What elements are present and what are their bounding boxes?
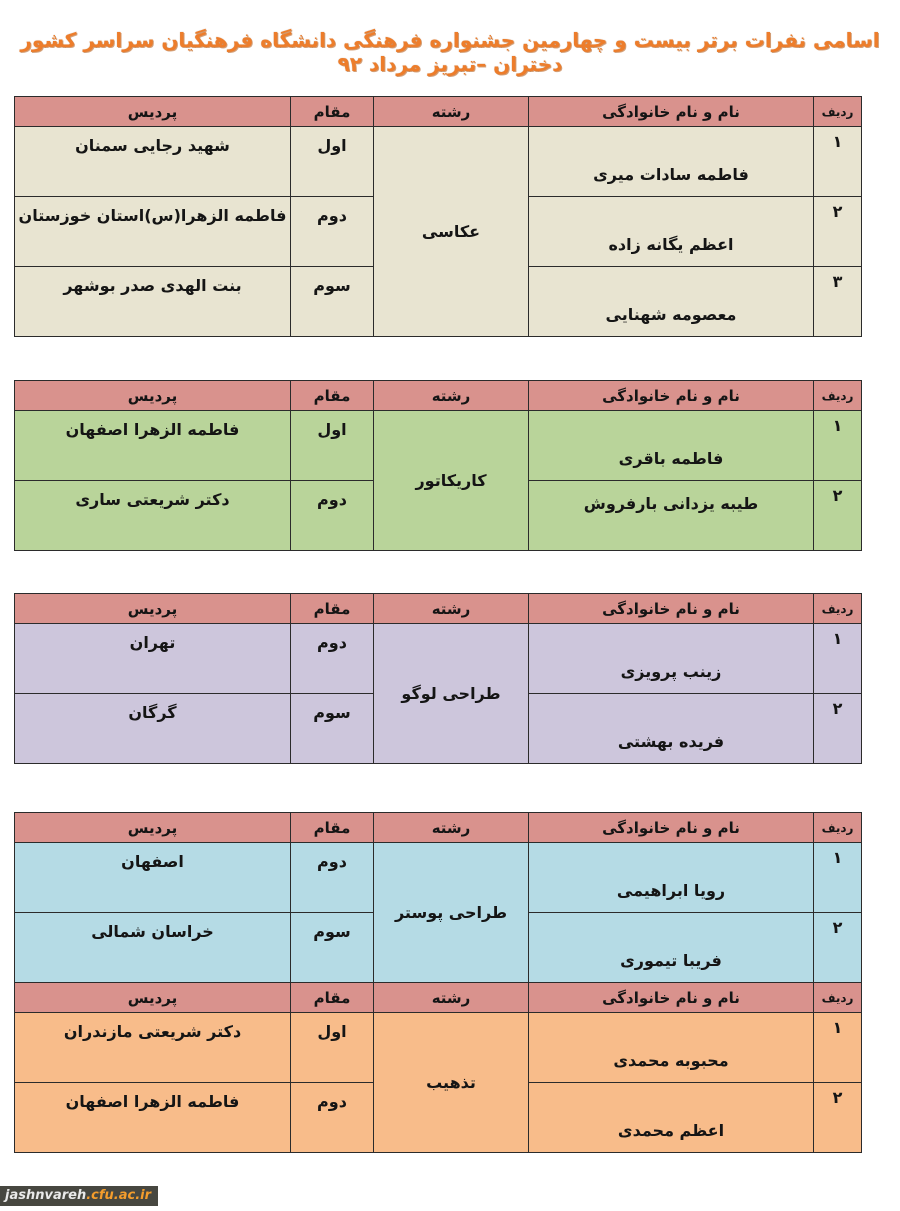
- table-row: [15, 127, 862, 197]
- column-header-name: نام و نام خانوادگی: [529, 813, 814, 843]
- campus-cell: شهید رجایی سمنان: [15, 127, 291, 197]
- campus-cell: بنت الهدی صدر بوشهر: [15, 267, 291, 337]
- table-row: [15, 624, 862, 694]
- field-cell: طراحی پوستر: [374, 843, 529, 983]
- table-header-row: [15, 594, 862, 624]
- column-header-field: رشته: [374, 594, 529, 624]
- row-number-cell: ۲: [814, 913, 862, 983]
- column-header-field: رشته: [374, 97, 529, 127]
- rank-cell: سوم: [291, 913, 374, 983]
- column-header-row-number: ردیف: [814, 983, 862, 1013]
- row-number-cell: ۱: [814, 843, 862, 913]
- name-cell: اعظم یگانه زاده: [529, 197, 814, 267]
- column-header-field: رشته: [374, 813, 529, 843]
- row-number-cell: ۲: [814, 197, 862, 267]
- column-header-rank: مقام: [291, 594, 374, 624]
- column-header-campus: پردیس: [15, 97, 291, 127]
- column-header-field: رشته: [374, 381, 529, 411]
- page-title: اسامی نفرات برتر بیست و چهارمین جشنواره فرهنگی دانشگاه فرهنگیان سراسر کشور دختران –تبریز مرداد ۹۲: [20, 28, 880, 76]
- name-cell: فاطمه سادات میری: [529, 127, 814, 197]
- rank-cell: اول: [291, 411, 374, 481]
- row-number-cell: ۲: [814, 481, 862, 551]
- column-header-row-number: ردیف: [814, 813, 862, 843]
- results-table-poster-design: [14, 812, 862, 983]
- field-cell: طراحی لوگو: [374, 624, 529, 764]
- row-number-cell: ۱: [814, 127, 862, 197]
- column-header-rank: مقام: [291, 983, 374, 1013]
- results-table-tazhib: [14, 982, 862, 1153]
- column-header-field: رشته: [374, 983, 529, 1013]
- column-header-name: نام و نام خانوادگی: [529, 594, 814, 624]
- results-table-photography: [14, 96, 862, 337]
- results-table-caricature: [14, 380, 862, 551]
- column-header-campus: پردیس: [15, 381, 291, 411]
- campus-cell: گرگان: [15, 694, 291, 764]
- name-cell: محبوبه محمدی: [529, 1013, 814, 1083]
- campus-cell: فاطمه الزهرا اصفهان: [15, 1083, 291, 1153]
- name-cell: فریبا تیموری: [529, 913, 814, 983]
- watermark-bar: [0, 1186, 158, 1206]
- column-header-rank: مقام: [291, 97, 374, 127]
- name-cell: طیبه یزدانی بارفروش: [529, 481, 814, 551]
- row-number-cell: ۱: [814, 411, 862, 481]
- campus-cell: فاطمه الزهرا اصفهان: [15, 411, 291, 481]
- rank-cell: سوم: [291, 267, 374, 337]
- results-table-logo-design: [14, 593, 862, 764]
- name-cell: فریده بهشتی: [529, 694, 814, 764]
- table-header-row: [15, 983, 862, 1013]
- name-cell: زینب پرویزی: [529, 624, 814, 694]
- row-number-cell: ۱: [814, 624, 862, 694]
- campus-cell: اصفهان: [15, 843, 291, 913]
- table-row: [15, 843, 862, 913]
- field-cell: عکاسی: [374, 127, 529, 337]
- column-header-row-number: ردیف: [814, 594, 862, 624]
- rank-cell: دوم: [291, 843, 374, 913]
- watermark-site-text: jashnvareh: [5, 1188, 87, 1203]
- watermark-domain-text: .cfu.ac.ir: [86, 1188, 151, 1203]
- table-row: [15, 411, 862, 481]
- row-number-cell: ۱: [814, 1013, 862, 1083]
- campus-cell: خراسان شمالی: [15, 913, 291, 983]
- campus-cell: دکتر شریعتی مازندران: [15, 1013, 291, 1083]
- name-cell: فاطمه باقری: [529, 411, 814, 481]
- rank-cell: اول: [291, 127, 374, 197]
- column-header-rank: مقام: [291, 813, 374, 843]
- row-number-cell: ۲: [814, 1083, 862, 1153]
- rank-cell: دوم: [291, 1083, 374, 1153]
- column-header-name: نام و نام خانوادگی: [529, 381, 814, 411]
- campus-cell: تهران: [15, 624, 291, 694]
- field-cell: تذهیب: [374, 1013, 529, 1153]
- name-cell: معصومه شهنایی: [529, 267, 814, 337]
- rank-cell: سوم: [291, 694, 374, 764]
- rank-cell: دوم: [291, 197, 374, 267]
- column-header-campus: پردیس: [15, 813, 291, 843]
- row-number-cell: ۳: [814, 267, 862, 337]
- campus-cell: دکتر شریعتی ساری: [15, 481, 291, 551]
- campus-cell: فاطمه الزهرا(س)استان خوزستان: [15, 197, 291, 267]
- table-row: [15, 1013, 862, 1083]
- rank-cell: اول: [291, 1013, 374, 1083]
- column-header-row-number: ردیف: [814, 97, 862, 127]
- column-header-campus: پردیس: [15, 594, 291, 624]
- rank-cell: دوم: [291, 481, 374, 551]
- table-header-row: [15, 97, 862, 127]
- rank-cell: دوم: [291, 624, 374, 694]
- column-header-rank: مقام: [291, 381, 374, 411]
- column-header-name: نام و نام خانوادگی: [529, 983, 814, 1013]
- table-header-row: [15, 381, 862, 411]
- column-header-name: نام و نام خانوادگی: [529, 97, 814, 127]
- name-cell: اعظم محمدی: [529, 1083, 814, 1153]
- row-number-cell: ۲: [814, 694, 862, 764]
- table-header-row: [15, 813, 862, 843]
- field-cell: کاریکاتور: [374, 411, 529, 551]
- column-header-row-number: ردیف: [814, 381, 862, 411]
- column-header-campus: پردیس: [15, 983, 291, 1013]
- name-cell: رویا ابراهیمی: [529, 843, 814, 913]
